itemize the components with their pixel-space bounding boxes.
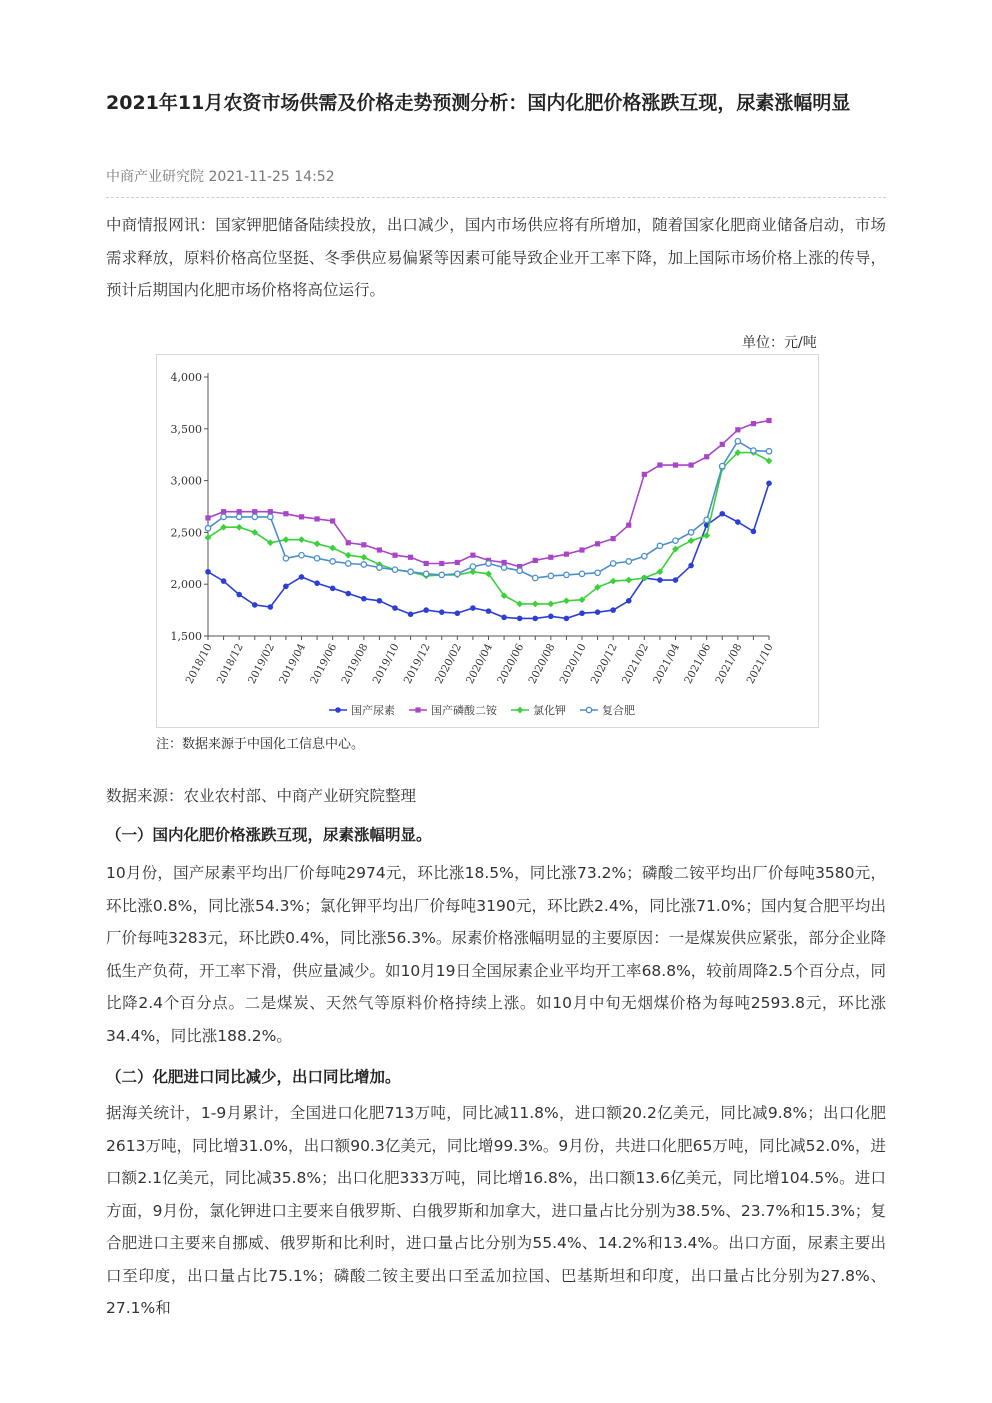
article-meta: 中商产业研究院 2021-11-25 14:52	[106, 169, 335, 185]
x-tick-label: 2019/06	[308, 641, 340, 686]
data-point	[720, 463, 725, 468]
data-point	[595, 541, 600, 546]
data-point	[766, 418, 771, 423]
data-point	[236, 524, 243, 531]
data-point	[314, 556, 319, 561]
data-point	[532, 600, 539, 607]
data-point	[268, 514, 273, 519]
data-point	[424, 561, 429, 566]
data-point	[360, 554, 367, 561]
data-point	[532, 616, 538, 622]
price-chart-svg	[157, 355, 818, 727]
data-point	[517, 707, 524, 714]
data-point	[299, 552, 304, 557]
section-1-paragraph: 10月份，国产尿素平均出厂价每吨2974元，环比涨18.5%，同比涨73.2%；磷酸二铵平均出厂价每吨3580元，环比涨0.8%，同比涨54.3%；氯化钾平均出厂价每吨3190元，环比跌2.4%，同比涨71.0%；国内复合肥平均出厂价每吨3283元，环比跌0.4%，同比涨56.3%。尿素价格涨幅明显的主要原因：一是煤炭供应紧张，部分企业降低生产负荷，开工率下滑，供应量减少。如10月19日全国尿素企业平均开工率68.8%，较前周降2.5个百分点，同比降2.4个百分点。二是煤炭、天然气等原料价格持续上涨。如10月中旬无烟煤价格为每吨2593.8元，环比涨34.4%，同比涨188.2%。	[106, 864, 886, 1045]
data-point	[610, 561, 615, 566]
section-2-title: （二）化肥进口同比减少，出口同比增加。	[106, 1068, 401, 1086]
data-point	[751, 421, 756, 426]
data-point	[688, 530, 693, 535]
data-point	[283, 511, 288, 516]
data-point	[470, 564, 475, 569]
data-point	[392, 605, 398, 611]
intro-paragraph: 中商情报网讯：国家钾肥储备陆续投放，出口减少，国内市场供应将有所增加，随着国家化肥商业储备启动，市场需求释放，原料价格高位坚挺、冬季供应易偏紧等因素可能导致企业开工率下降，加上国际市场价格上涨的传导，预计后期国内化肥市场价格将高位运行。	[106, 216, 886, 299]
data-point	[314, 540, 321, 547]
data-point	[423, 607, 429, 613]
y-tick-label: 2,000	[170, 578, 202, 592]
data-point	[415, 707, 420, 712]
data-point	[766, 480, 772, 486]
data-point	[579, 571, 584, 576]
data-point	[346, 540, 351, 545]
data-point	[626, 523, 631, 528]
data-point	[335, 707, 341, 713]
data-point	[688, 462, 693, 467]
data-point	[501, 560, 506, 565]
data-point	[252, 602, 258, 608]
x-tick-label: 2020/08	[526, 641, 558, 686]
data-point	[205, 569, 211, 575]
data-point	[283, 536, 290, 543]
title-divider	[106, 197, 886, 198]
data-point	[439, 609, 445, 615]
data-point	[610, 578, 617, 585]
data-point	[564, 572, 569, 577]
x-tick-label: 2021/08	[713, 641, 745, 686]
data-point	[346, 561, 351, 566]
data-point	[252, 514, 257, 519]
data-point	[516, 600, 523, 607]
data-point	[392, 553, 397, 558]
data-point	[735, 439, 740, 444]
data-point	[268, 509, 273, 514]
data-point	[330, 586, 336, 592]
data-point	[221, 514, 226, 519]
data-point	[533, 575, 538, 580]
data-point	[455, 571, 460, 576]
data-point	[283, 556, 288, 561]
data-point	[517, 568, 522, 573]
data-point	[735, 427, 740, 432]
x-tick-label: 2019/08	[339, 641, 371, 686]
data-point	[704, 517, 709, 522]
data-point	[673, 462, 678, 467]
data-point	[564, 552, 569, 557]
x-tick-label: 2020/04	[464, 641, 496, 686]
data-point	[688, 537, 695, 544]
x-tick-label: 2019/04	[277, 641, 309, 686]
data-point	[455, 560, 460, 565]
series-line	[208, 483, 769, 618]
legend-label: 国产磷酸二铵	[431, 704, 497, 717]
data-point	[610, 607, 616, 613]
data-point	[314, 580, 320, 586]
data-point	[625, 577, 632, 584]
article-title: 2021年11月农资市场供需及价格走势预测分析：国内化肥价格涨跌互现，尿素涨幅明显	[106, 92, 851, 114]
data-point	[719, 511, 725, 517]
data-point	[626, 598, 632, 604]
data-point	[579, 610, 585, 616]
data-point	[766, 458, 773, 465]
data-point	[345, 591, 351, 597]
y-tick-label: 2,500	[170, 526, 202, 540]
data-point	[236, 592, 242, 598]
data-point	[548, 573, 553, 578]
data-point	[688, 563, 694, 569]
data-point	[579, 547, 584, 552]
data-point	[595, 570, 600, 575]
data-point	[586, 707, 591, 712]
data-point	[657, 543, 662, 548]
data-point	[547, 600, 554, 607]
legend-label: 氯化钾	[533, 704, 566, 717]
data-point	[548, 555, 553, 560]
data-point	[268, 604, 274, 610]
data-point	[626, 559, 631, 564]
price-chart	[156, 354, 819, 728]
data-point	[237, 509, 242, 514]
data-point	[548, 614, 554, 620]
data-point	[392, 567, 397, 572]
legend-label: 复合肥	[602, 704, 635, 717]
data-point	[330, 518, 335, 523]
data-point	[595, 609, 601, 615]
data-point	[517, 616, 523, 622]
data-point	[501, 565, 506, 570]
series-line	[208, 453, 769, 604]
data-point	[470, 553, 475, 558]
data-point	[735, 519, 741, 525]
data-point	[673, 538, 678, 543]
data-point	[657, 462, 662, 467]
x-tick-label: 2020/06	[495, 641, 527, 686]
data-point	[673, 577, 679, 583]
x-tick-label: 2019/12	[401, 641, 433, 686]
data-point	[408, 569, 413, 574]
series-line	[208, 441, 769, 578]
x-tick-label: 2018/10	[183, 641, 215, 686]
data-point	[455, 610, 461, 616]
data-point	[533, 558, 538, 563]
data-point	[377, 547, 382, 552]
data-point	[205, 526, 210, 531]
data-point	[314, 516, 319, 521]
y-tick-label: 1,500	[170, 630, 202, 643]
section-1-title: （一）国内化肥价格涨跌互现，尿素涨幅明显。	[106, 826, 432, 844]
data-point	[704, 454, 709, 459]
x-tick-label: 2019/10	[370, 641, 402, 686]
data-point	[657, 577, 663, 583]
data-point	[361, 562, 366, 567]
chart-unit-label: 单位：元/吨	[742, 335, 817, 351]
x-tick-label: 2021/06	[682, 641, 714, 686]
data-point	[236, 514, 241, 519]
data-point	[283, 583, 289, 589]
x-tick-label: 2021/04	[651, 641, 683, 686]
data-point	[361, 542, 366, 547]
data-point	[361, 596, 367, 602]
data-point	[642, 472, 647, 477]
data-point	[299, 514, 304, 519]
data-point	[205, 515, 210, 520]
data-point	[345, 552, 352, 559]
data-point	[408, 611, 414, 617]
data-point	[439, 561, 444, 566]
y-tick-label: 3,500	[170, 422, 202, 436]
data-point	[486, 608, 492, 614]
data-point	[408, 555, 413, 560]
legend-label: 国产尿素	[351, 704, 395, 717]
data-point	[564, 616, 570, 622]
x-tick-label: 2018/12	[214, 641, 246, 686]
data-point	[501, 615, 507, 621]
data-source: 数据来源：农业农村部、中商产业研究院整理	[106, 787, 417, 805]
data-point	[329, 545, 336, 552]
data-point	[766, 449, 771, 454]
data-point	[470, 605, 476, 611]
data-point	[751, 448, 756, 453]
x-tick-label: 2021/10	[744, 641, 776, 686]
chart-note: 注：数据来源于中国化工信息中心。	[156, 737, 365, 752]
y-tick-label: 3,000	[170, 474, 202, 488]
data-point	[377, 598, 383, 604]
x-tick-label: 2021/02	[619, 641, 651, 686]
data-point	[486, 561, 491, 566]
data-point	[299, 574, 305, 580]
x-tick-label: 2020/02	[432, 641, 464, 686]
x-tick-label: 2019/02	[245, 641, 277, 686]
data-point	[642, 554, 647, 559]
data-point	[221, 509, 226, 514]
data-point	[611, 536, 616, 541]
data-point	[221, 578, 227, 584]
data-point	[330, 559, 335, 564]
x-tick-label: 2020/12	[588, 641, 620, 686]
data-point	[423, 571, 428, 576]
data-point	[439, 572, 444, 577]
data-point	[298, 536, 305, 543]
data-point	[751, 529, 757, 535]
section-2-paragraph: 据海关统计，1-9月累计，全国进口化肥713万吨，同比减11.8%，进口额20.2亿美元，同比减9.8%；出口化肥2613万吨，同比增31.0%，出口额90.3亿美元，同比增99.3%。9月份，共进口化肥65万吨，同比减52.0%，进口额2.1亿美元，同比减35.8%；出口化肥333万吨，同比增16.8%，出口额13.6亿美元，同比增104.5%。进口方面，9月份，氯化钾进口主要来自俄罗斯、白俄罗斯和加拿大，进口量占比分别为38.5%、23.7%和15.3%；复合肥进口主要来自挪威、俄罗斯和比利时，进口量占比分别为55.4%、14.2%和13.4%。出口方面，尿素主要出口至印度，出口量占比75.1%；磷酸二铵主要出口至孟加拉国、巴基斯坦和印度，出口量占比分别为27.8%、27.1%和	[106, 1104, 886, 1317]
x-tick-label: 2020/10	[557, 641, 589, 686]
data-point	[563, 597, 570, 604]
data-point	[252, 509, 257, 514]
data-point	[377, 565, 382, 570]
y-tick-label: 4,000	[170, 371, 202, 384]
data-point	[720, 442, 725, 447]
